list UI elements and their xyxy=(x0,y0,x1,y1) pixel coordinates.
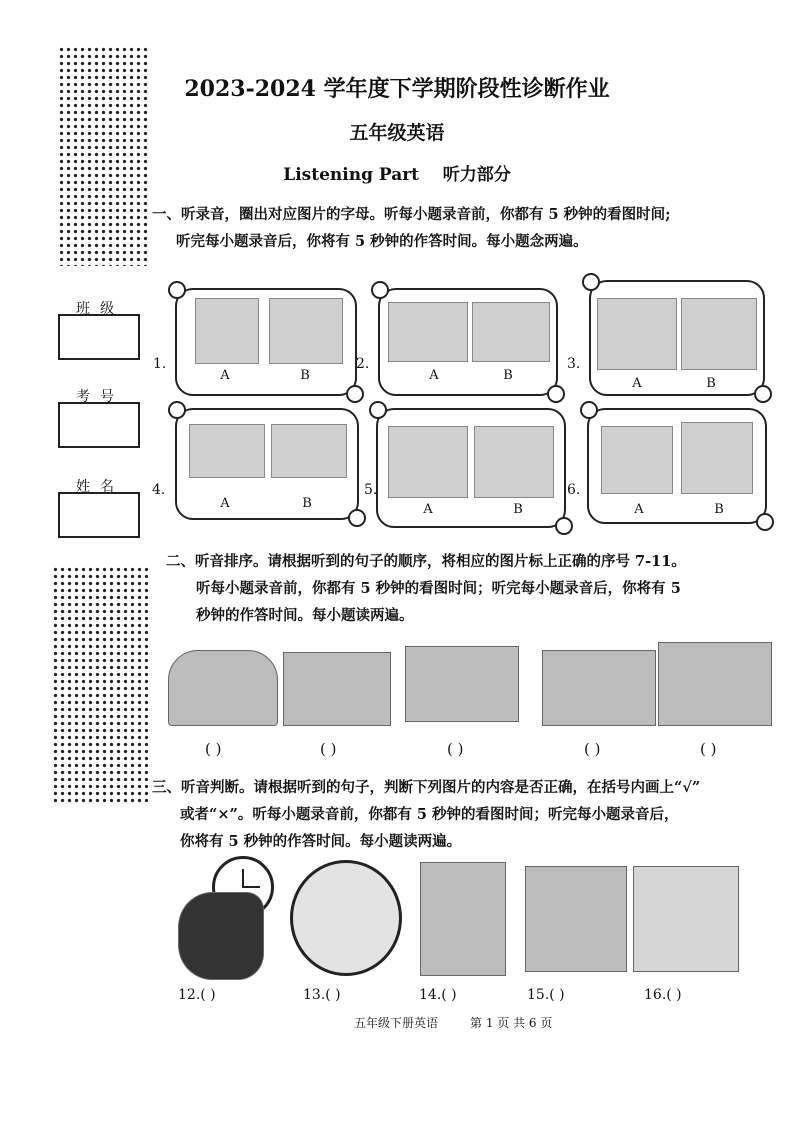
part-heading xyxy=(0,160,794,185)
section1-line1: 一、听录音，圈出对应图片的字母。听每小题录音前，你都有 5 秒钟的看图时间; xyxy=(152,206,671,223)
sick-girl-picture xyxy=(681,422,753,494)
question-1-frame xyxy=(175,288,357,396)
question-1-number: 1. xyxy=(153,356,167,372)
section3-instructions xyxy=(152,774,782,855)
option-a[interactable]: A xyxy=(220,368,230,383)
question-3-number: 3. xyxy=(567,356,581,372)
girl-cutting-picture xyxy=(681,298,757,370)
judge-item-15[interactable]: 15.( ) xyxy=(527,987,565,1003)
option-a[interactable]: A xyxy=(634,502,644,517)
girl-with-flowers-picture xyxy=(597,298,677,370)
question-4-frame xyxy=(175,408,359,520)
cartoon-tv-picture xyxy=(189,424,265,478)
option-b[interactable]: B xyxy=(714,502,724,517)
story-picture-3 xyxy=(405,646,519,722)
section2-instructions xyxy=(166,548,776,629)
option-a[interactable]: A xyxy=(429,368,439,383)
option-b[interactable]: B xyxy=(302,496,312,511)
footer-left: 五年级下册英语 xyxy=(354,1016,439,1030)
clock-hand-hour xyxy=(242,869,244,887)
section3-line3: 你将有 5 秒钟的作答时间。每小题读两遍。 xyxy=(180,833,462,850)
option-a[interactable]: A xyxy=(423,502,433,517)
sphinx-picture xyxy=(472,302,550,362)
section2-line1: 二、听音排序。请根据听到的句子的顺序，将相应的图片标上正确的序号 7-11。 xyxy=(166,553,686,570)
question-2-frame xyxy=(378,288,558,396)
page-subtitle: 五年级英语 xyxy=(349,122,445,144)
section3-line1: 三、听音判断。请根据听到的句子，判断下列图片的内容是否正确，在括号内画上“√” xyxy=(152,779,701,796)
option-b[interactable]: B xyxy=(300,368,310,383)
class-field[interactable] xyxy=(58,314,140,360)
section2-line3: 秒钟的作答时间。每小题读两遍。 xyxy=(196,607,414,624)
exam-no-field[interactable] xyxy=(58,402,140,448)
section2-line2: 听每小题录音前，你都有 5 秒钟的看图时间；听完每小题录音后，你将有 5 xyxy=(196,580,681,597)
big-ben-picture xyxy=(269,298,343,364)
question-6-frame xyxy=(587,408,767,524)
statue-of-liberty-picture xyxy=(195,298,259,364)
great-wall-picture xyxy=(474,426,554,498)
option-a[interactable]: A xyxy=(632,376,642,391)
map-picture xyxy=(633,866,739,972)
exam-no-label: 考号 xyxy=(76,389,124,405)
man-watching-tv-picture xyxy=(525,866,627,972)
question-5-number: 5. xyxy=(364,482,378,498)
section1-line2: 听完每小题录音后，你将有 5 秒钟的作答时间。每小题念两遍。 xyxy=(176,233,588,250)
judge-item-14[interactable]: 14.( ) xyxy=(419,987,457,1003)
order-blank-9[interactable]: ( ) xyxy=(447,740,464,758)
name-label: 姓名 xyxy=(76,479,124,495)
city-scene-picture xyxy=(388,302,468,362)
part-heading-cn: 听力部分 xyxy=(442,165,511,185)
story-picture-5 xyxy=(658,642,772,726)
question-3-frame xyxy=(589,280,765,396)
page-title: 2023-2024 学年度下学期阶段性诊断作业 xyxy=(184,76,610,102)
option-a[interactable]: A xyxy=(220,496,230,511)
question-5-frame xyxy=(376,408,566,528)
judge-item-16[interactable]: 16.( ) xyxy=(644,987,682,1003)
class-label: 班级 xyxy=(76,301,124,317)
question-2-number: 2. xyxy=(356,356,370,372)
terracotta-warriors-picture xyxy=(388,426,468,498)
story-picture-1 xyxy=(168,650,278,726)
dinosaur-picture xyxy=(178,892,264,980)
order-blank-10[interactable]: ( ) xyxy=(584,740,601,758)
story-picture-2 xyxy=(283,652,391,726)
man-listening-music-picture xyxy=(290,860,402,976)
side-pattern-bottom xyxy=(52,566,148,806)
judge-item-12[interactable]: 12.( ) xyxy=(178,987,216,1003)
owl-picture xyxy=(420,862,506,976)
judge-item-13[interactable]: 13.( ) xyxy=(303,987,341,1003)
question-4-number: 4. xyxy=(152,482,166,498)
question-6-number: 6. xyxy=(567,482,581,498)
order-blank-8[interactable]: ( ) xyxy=(320,740,337,758)
order-blank-7[interactable]: ( ) xyxy=(205,740,222,758)
section3-line2: 或者“×”。听每小题录音前，你都有 5 秒钟的看图时间；听完每小题录音后， xyxy=(180,806,679,823)
painting-tv-picture xyxy=(271,424,347,478)
clock-hand-minute xyxy=(242,886,260,888)
option-b[interactable]: B xyxy=(706,376,716,391)
order-blank-11[interactable]: ( ) xyxy=(700,740,717,758)
option-b[interactable]: B xyxy=(503,368,513,383)
face-closeup-picture xyxy=(601,426,673,494)
option-b[interactable]: B xyxy=(513,502,523,517)
page-number: 第 1 页 共 6 页 xyxy=(470,1016,553,1030)
section1-instructions xyxy=(152,201,772,255)
part-heading-en: Listening Part xyxy=(283,165,420,185)
story-picture-4 xyxy=(542,650,656,726)
name-field[interactable] xyxy=(58,492,140,538)
